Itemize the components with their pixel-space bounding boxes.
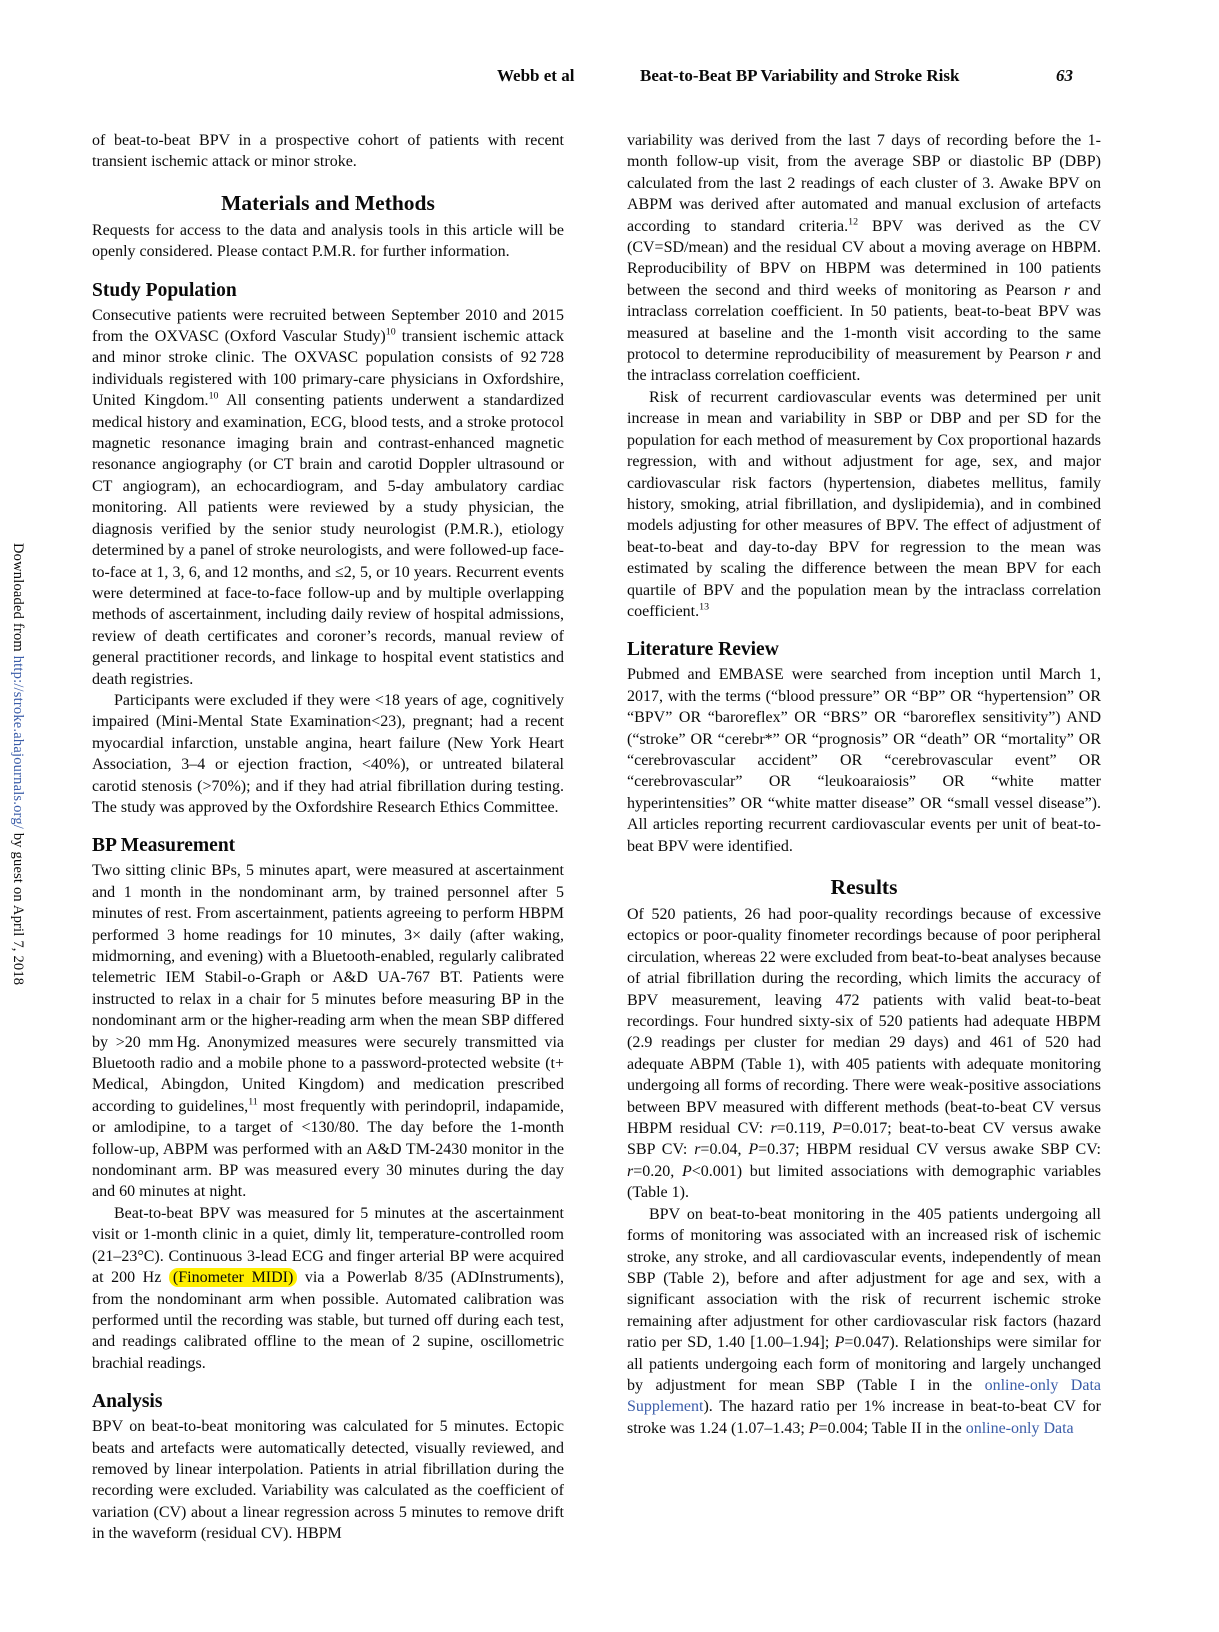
italic-text: P <box>748 1141 759 1159</box>
right-column <box>627 130 1101 1439</box>
inline-link[interactable]: online-only Data <box>965 1419 1074 1437</box>
text-run: BPV on beat-to-beat monitoring in the 405 patients undergoing all forms of monitoring was associated with an increased risk of ischemic stroke, any stroke, and all cardiovascular events, independently of mean SBP (Table 2), before and after adjustment for age and sex, with a significant association with the risk of recurrent ischemic stroke remaining after adjustment for other cardiovascular risk factors (hazard ratio per SD, 1.40 [1.00–1.94]; <box>627 1205 1101 1352</box>
text-run: Downloaded from <box>10 543 26 656</box>
text-run: Consecutive patients were recruited between September 2010 and 2015 from the OXVASC (Oxford Vascular Study) <box>92 306 564 346</box>
text-run: Pubmed and EMBASE were searched from inception until March 1, 2017, with the terms (“blood pressure” OR “BP” OR “hypertension” OR “BPV” OR “baroreflex” OR “BRS” OR “baroreflex sensitivity”) AND (“stroke” OR “cerebr*” OR “prognosis” OR “death” OR “mortality” OR “cerebrovascular accident” OR “cerebrovascular event” OR “cerebrovascular” OR “leukoaraiosis” OR “white matter hyperintensities” OR “white matter disease” OR “small vessel disease”). All articles reporting recurrent cardiovascular events per unit of beat-to-beat BPV were identified. <box>627 666 1101 855</box>
paragraph <box>92 860 564 1203</box>
text-run: Of 520 patients, 26 had poor-quality recordings because of excessive ectopics or poor-quality finometer recordings because of poor peripheral circulation, whereas 22 were excluded from beat-to-beat analyses because of atrial fibrillation during the recording, which limits the accuracy of BPV measurement, leaving 472 patients with valid beat-to-beat recordings. Four hundred sixty-six of 520 patients had adequate HBPM (2.9 readings per cluster for median 29 days) and 461 of 520 had adequate ABPM (Table 1), with 405 patients with adequate monitoring undergoing all forms of recording. There were weak-positive associations between BPV measured with different methods (beat-to-beat CV versus HBPM residual CV: <box>627 906 1101 1138</box>
left-column <box>92 130 564 1545</box>
text-run: Beat-to-beat BPV was measured for 5 minutes at the ascertainment visit or 1-month clinic in a quiet, dimly lit, temperature-controlled room (21–23°C). Continuous 3-lead ECG and finger arterial BP were acquired at 200 Hz <box>92 1204 564 1287</box>
section-heading: BP Measurement <box>92 835 236 857</box>
text-run: =0.20, <box>633 1162 682 1180</box>
text-run: and the intraclass correlation coefficient. <box>627 346 1101 385</box>
text-run: Requests for access to the data and analysis tools in this article will be openly considered. Please contact P.M.R. for further information. <box>92 221 564 261</box>
text-run: Two sitting clinic BPs, 5 minutes apart, were measured at ascertainment and 1 month in the nondominant arm, by trained personnel after 5 minutes of rest. From ascertainment, patients agreeing to perform HBPM performed 3 home readings for 10 minutes, 3× daily (after waking, midmorning, and evening) with a Bluetooth-enabled, regularly calibrated telemetric IEM Stabil-o-Graph or A&D UA-767 BT. Patients were instructed to relax in a chair for 5 minutes before measuring BP in the nondominant arm or the higher-reading arm when the mean SBP differed by >20 mm Hg. Anonymized measures were securely transmitted via Bluetooth radio and a mobile phone to a password-protected website (t+ Medical, Abingdon, United Kingdom) and medication prescribed according to guidelines, <box>92 862 564 1115</box>
paragraph <box>627 387 1101 622</box>
italic-text: r <box>627 1162 634 1180</box>
text-run: BPV on beat-to-beat monitoring was calculated for 5 minutes. Ectopic beats and artefacts were automatically detected, visually reviewed, and removed by linear interpolation. Patients in atrial fibrillation during the recording were excluded. Variability was calculated as the coefficient of variation (CV) about a linear regression across 5 minutes to remove drift in the waveform (residual CV). HBPM <box>92 1418 564 1543</box>
paragraph <box>627 1204 1101 1439</box>
italic-text: P <box>808 1419 819 1437</box>
section-heading: Materials and Methods <box>221 190 435 215</box>
paragraph <box>92 130 564 173</box>
paragraph <box>627 130 1101 387</box>
text-run: and intraclass correlation coefficient. In 50 patients, beat-to-beat BPV was measured at baseline and the 1-month visit according to the same protocol to determine reproducibility of measurement by Pearson <box>627 281 1101 364</box>
reference-superscript: 13 <box>699 601 710 613</box>
paragraph <box>627 664 1101 857</box>
text-run: transient ischemic attack and minor stroke clinic. The OXVASC population consists of 92 728 individuals registered with 100 primary-care physicians in Oxfordshire, United Kingdom. <box>92 328 565 410</box>
text-run: =0.119, <box>776 1120 833 1138</box>
text-run: of beat-to-beat BPV in a prospective cohort of patients with recent transient ischemic attack or minor stroke. <box>92 132 564 171</box>
text-run: ). The hazard ratio per 1% increase in beat-to-beat CV for stroke was 1.24 (1.07–1.43; <box>627 1398 1101 1437</box>
text-run: =0.37; HBPM residual CV versus awake SBP CV: <box>758 1141 1102 1159</box>
italic-text: P <box>834 1334 845 1352</box>
section-heading: Literature Review <box>627 639 779 661</box>
text-run: via a Powerlab 8/35 (ADInstruments), from the nondominant arm when possible. Automated calibration was performed until the recording was stable, but turned off during each test, and readings calibrated offline to the mean of 2 supine, oscillometric brachial readings. <box>92 1269 565 1372</box>
paragraph <box>627 904 1101 1204</box>
text-run: =0.04, <box>700 1141 749 1159</box>
text-run: Risk of recurrent cardiovascular events was determined per unit increase in mean and variability in SBP or DBP and per SD for the population for each method of measurement by Cox proportional hazards regression, with and without adjustment for age, sex, and major cardiovascular risk factors (hypertension, diabetes mellitus, family history, smoking, atrial fibrillation, and dyslipidemia), and in combined models adjusting for other measures of BPV. The effect of adjustment of beat-to-beat and day-to-day BPV for regression to the mean was estimated by scaling the difference between the mean BPV for each quartile of BPV and the population mean by the intraclass correlation coefficient. <box>627 388 1101 620</box>
text-run: Participants were excluded if they were <18 years of age, cognitively impaired (Mini-Mental State Examination<23), pregnant; had a recent myocardial infarction, unstable angina, heart failure (New York Heart Association, 3–4 or ejection fraction, <40%), or untreated bilateral carotid stenosis (>70%); and if they had atrial fibrillation during testing. The study was approved by the Oxfordshire Research Ethics Committee. <box>92 691 564 816</box>
page-number: 63 <box>1056 66 1073 85</box>
text-run: variability was derived from the last 7 days of recording before the 1-month follow-up visit, from the average SBP or diastolic BP (DBP) calculated from the last 2 readings of each cluster of 3. Awake BPV on ABPM was derived after automated and manual exclusion of artefacts according to standard criteria. <box>627 132 1101 235</box>
paragraph <box>92 1416 564 1544</box>
running-head-title: Beat-to-Beat BP Variability and Stroke Risk <box>640 66 960 85</box>
text-run: <0.001) but limited associations with demographic variables (Table 1). <box>627 1162 1101 1202</box>
paragraph <box>92 305 564 690</box>
paragraph <box>92 690 564 818</box>
italic-text: r <box>770 1120 777 1138</box>
reference-superscript: 12 <box>848 216 859 228</box>
section-heading: Study Population <box>92 279 237 301</box>
inline-link[interactable]: http://stroke.ahajournals.org/ <box>10 655 26 829</box>
section-heading: Results <box>830 875 898 899</box>
text-run: BPV was derived as the CV (CV=SD/mean) and the residual CV about a moving average on HBPM. Reproducibility of BPV on HBPM was determined in 100 patients between the second and third weeks of monitoring as Pearson <box>627 217 1102 299</box>
italic-text: P <box>832 1120 843 1138</box>
text-run: All consenting patients underwent a standardized medical history and examination, ECG, blood tests, and a stroke protocol magnetic resonance imaging brain and contrast-enhanced magnetic resonance angiography (or CT brain and carotid Doppler ultrasound or CT angiogram), an echocardiogram, and 5-day ambulatory cardiac monitoring. All patients were reviewed by a study physician, the diagnosis verified by the senior study neurologist (P.M.R.), etiology determined by a panel of stroke neurologists, and were followed-up face-to-face at 1, 3, 6, and 12 months, and ≤2, 5, or 10 years. Recurrent events were determined at face-to-face follow-up and by multiple overlapping methods of ascertainment, including daily review of hospital admissions, review of death certificates and coroner’s records, manual review of general practitioner records, and linkage to hospital event statistics and death registries. <box>92 392 564 688</box>
text-run: by guest on April 7, 2018 <box>10 829 26 986</box>
text-run: =0.047). Relationships were similar for all patients undergoing each form of monitoring and largely unchanged by adjustment for mean SBP (Table I in the <box>627 1334 1102 1394</box>
download-notice <box>9 543 26 1043</box>
running-head-authors: Webb et al <box>497 66 575 85</box>
highlighted-text: (Finometer MIDI) <box>169 1268 297 1287</box>
italic-text: r <box>1063 281 1071 299</box>
inline-link[interactable]: online-only Data Supplement <box>627 1376 1101 1416</box>
text-run: most frequently with perindopril, indapamide, or amlodipine, to a target of <130/80. The day before the 1-month follow-up, ABPM was performed with an A&D TM-2430 monitor in the nondominant arm. BP was measured every 30 minutes during the day and 60 minutes at night. <box>92 1097 565 1201</box>
reference-superscript: 10 <box>208 390 219 402</box>
paragraph <box>92 220 564 263</box>
italic-text: r <box>694 1141 701 1159</box>
section-heading: Analysis <box>92 1391 163 1413</box>
italic-text: P <box>681 1162 692 1180</box>
paragraph <box>92 1203 564 1374</box>
reference-superscript: 11 <box>248 1096 258 1108</box>
text-run: =0.017; beat-to-beat CV versus awake SBP CV: <box>627 1120 1102 1159</box>
italic-text: r <box>1065 346 1072 364</box>
reference-superscript: 10 <box>385 326 396 338</box>
text-run: =0.004; Table II in the <box>818 1419 966 1437</box>
